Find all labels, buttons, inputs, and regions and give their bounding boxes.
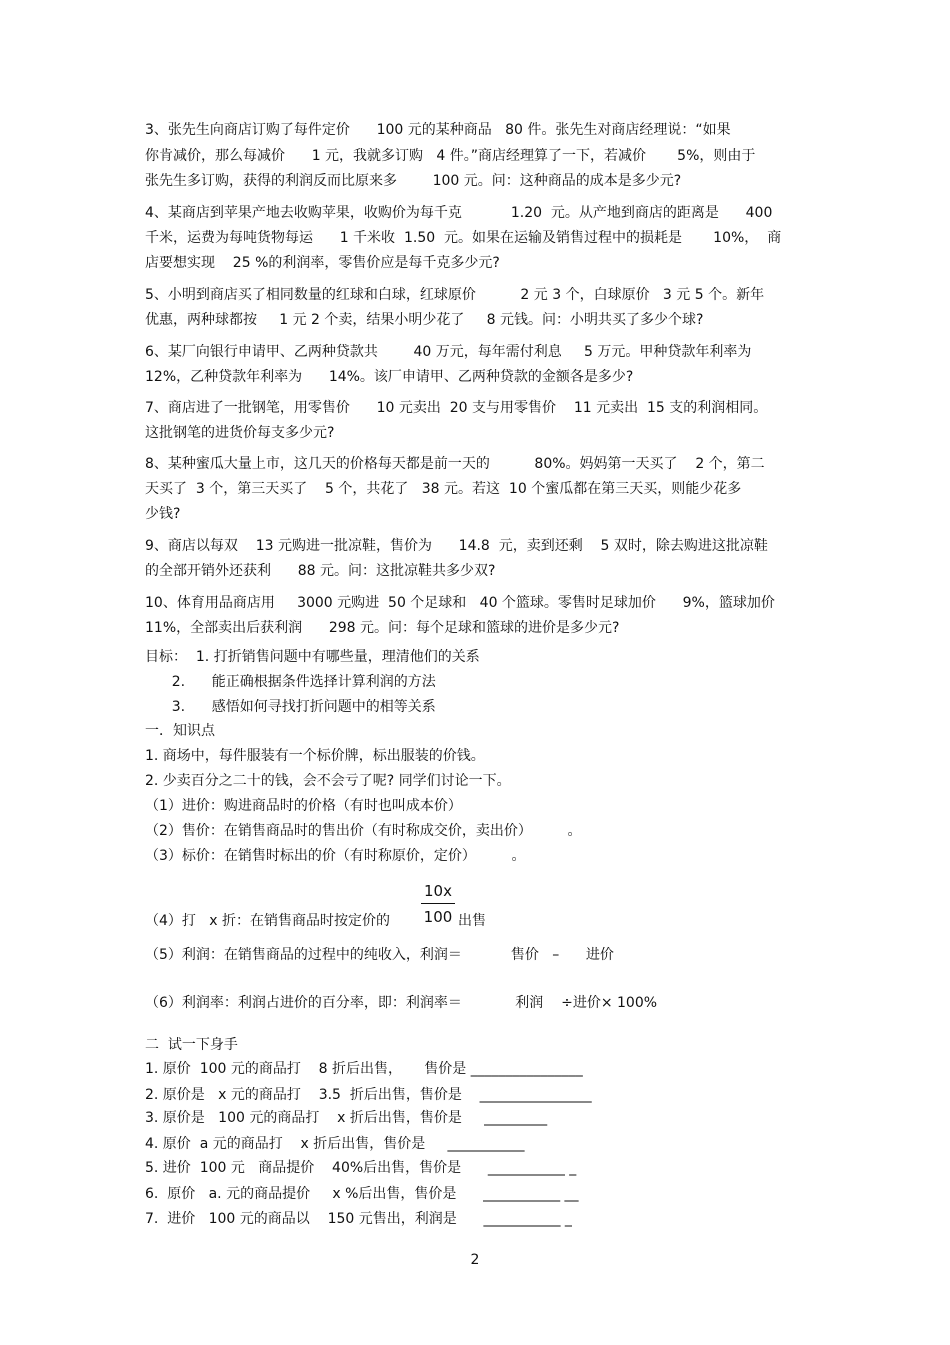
exercise-item: 1. 原价 100 元的商品打 8 折后出售， 售价是 ________________	[145, 1061, 583, 1077]
problem-line: 4、某商店到苹果产地去收购苹果，收购价为每千克 1.20 元。从产地到商店的距离是 400	[145, 205, 773, 221]
exercise-item: 5. 进价 100 元 商品提价 40%后出售，售价是 ___________ _	[145, 1160, 577, 1176]
goal-line: 2. 能正确根据条件选择计算利润的方法	[145, 674, 436, 690]
problem-line: 5、小明到商店买了相同数量的红球和白球，红球原价 2 元 3 个，白球原价 3 元 5 个。新年	[145, 287, 765, 303]
problem-line: 3、张先生向商店订购了每件定价 100 元的某种商品 80 件。张先生对商店经理说：“如果	[145, 122, 731, 138]
goal-line: 3. 感悟如何寻找打折问题中的相等关系	[145, 699, 436, 715]
problem-line: 12%，乙种贷款年利率为 14%。该厂申请甲、乙两种贷款的金额各是多少?	[145, 369, 634, 385]
discount-prefix: （4）打 x 折：在销售商品时按定价的	[145, 913, 390, 929]
problem-line: 10、体育用品商店用 3000 元购进 50 个足球和 40 个篮球。零售时足球加价 9%，篮球加价	[145, 595, 775, 611]
section-heading: 一．知识点	[145, 723, 215, 739]
exercise-item: 7. 进价 100 元的商品以 150 元售出，利润是 ___________ _	[145, 1211, 572, 1227]
fraction-bar	[421, 903, 455, 904]
knowledge-item: （1）进价：购进商品时的价格（有时也叫成本价）	[145, 798, 462, 814]
problem-line: 少钱?	[145, 506, 181, 522]
fraction-numerator: 10x	[424, 882, 452, 900]
problem-line: 的全部开销外还获利 88 元。问：这批凉鞋共多少双?	[145, 563, 496, 579]
fraction-denominator: 100	[423, 908, 453, 926]
exercise-item: 6. 原价 a. 元的商品提价 x %后出售，售价是 ___________ __	[145, 1186, 579, 1202]
problem-line: 11%，全部卖出后获利润 298 元。问：每个足球和篮球的进价是多少元?	[145, 620, 620, 636]
page-number: 2	[470, 1252, 480, 1268]
problem-line: 千米，运费为每吨货物每运 1 千米收 1.50 元。如果在运输及销售过程中的损耗是 10%， 商	[145, 230, 782, 246]
knowledge-item: （2）售价：在销售商品时的售出价（有时称成交价，卖出价） 。	[145, 823, 582, 839]
problem-line: 张先生多订购，获得的利润反而比原来多 100 元。问：这种商品的成本是多少元?	[145, 173, 682, 189]
knowledge-item: （3）标价：在销售时标出的价（有时称原价，定价） 。	[145, 848, 526, 864]
section-heading: 二 试一下身手	[145, 1037, 238, 1053]
problem-line: 优惠，两种球都按 1 元 2 个卖，结果小明少花了 8 元钱。问：小明共买了多少个球?	[145, 312, 704, 328]
problem-line: 你肯减价，那么每减价 1 元，我就多订购 4 件。”商店经理算了一下，若减价 5%，则由于	[145, 148, 756, 164]
discount-suffix: 出售	[458, 913, 486, 929]
goal-line: 目标： 1. 打折销售问题中有哪些量，理清他们的关系	[145, 649, 480, 665]
problem-line: 天买了 3 个，第三天买了 5 个，共花了 38 元。若这 10 个蜜瓜都在第三天买，则能少花多	[145, 481, 742, 497]
problem-line: 8、某种蜜瓜大量上市，这几天的价格每天都是前一天的 80%。妈妈第一天买了 2 个，第二	[145, 456, 765, 472]
profit-definition: （5）利润：在销售商品的过程中的纯收入，利润＝ 售价 – 进价	[145, 947, 614, 963]
knowledge-item: 1. 商场中，每件服装有一个标价牌，标出服装的价钱。	[145, 748, 485, 764]
problem-line: 这批钢笔的进货价每支多少元?	[145, 425, 335, 441]
problem-line: 店要想实现 25 %的利润率，零售价应是每千克多少元?	[145, 255, 500, 271]
problem-line: 6、某厂向银行申请甲、乙两种贷款共 40 万元，每年需付利息 5 万元。甲种贷款年利率为	[145, 344, 752, 360]
problem-line: 9、商店以每双 13 元购进一批凉鞋，售价为 14.8 元，卖到还剩 5 双时，除去购进这批凉鞋	[145, 538, 768, 554]
exercise-item: 2. 原价是 x 元的商品打 3.5 折后出售，售价是 ________________	[145, 1087, 592, 1103]
exercise-item: 3. 原价是 100 元的商品打 x 折后出售，售价是 _________	[145, 1110, 548, 1126]
profit-rate-definition: （6）利润率：利润占进价的百分率，即：利润率＝ 利润 ÷进价× 100%	[145, 995, 658, 1011]
exercise-item: 4. 原价 a 元的商品打 x 折后出售，售价是 ___________	[145, 1136, 525, 1152]
problem-line: 7、商店进了一批钢笔，用零售价 10 元卖出 20 支与用零售价 11 元卖出 15 支的利润相同。	[145, 400, 768, 416]
knowledge-item: 2. 少卖百分之二十的钱，会不会亏了呢? 同学们讨论一下。	[145, 773, 511, 789]
